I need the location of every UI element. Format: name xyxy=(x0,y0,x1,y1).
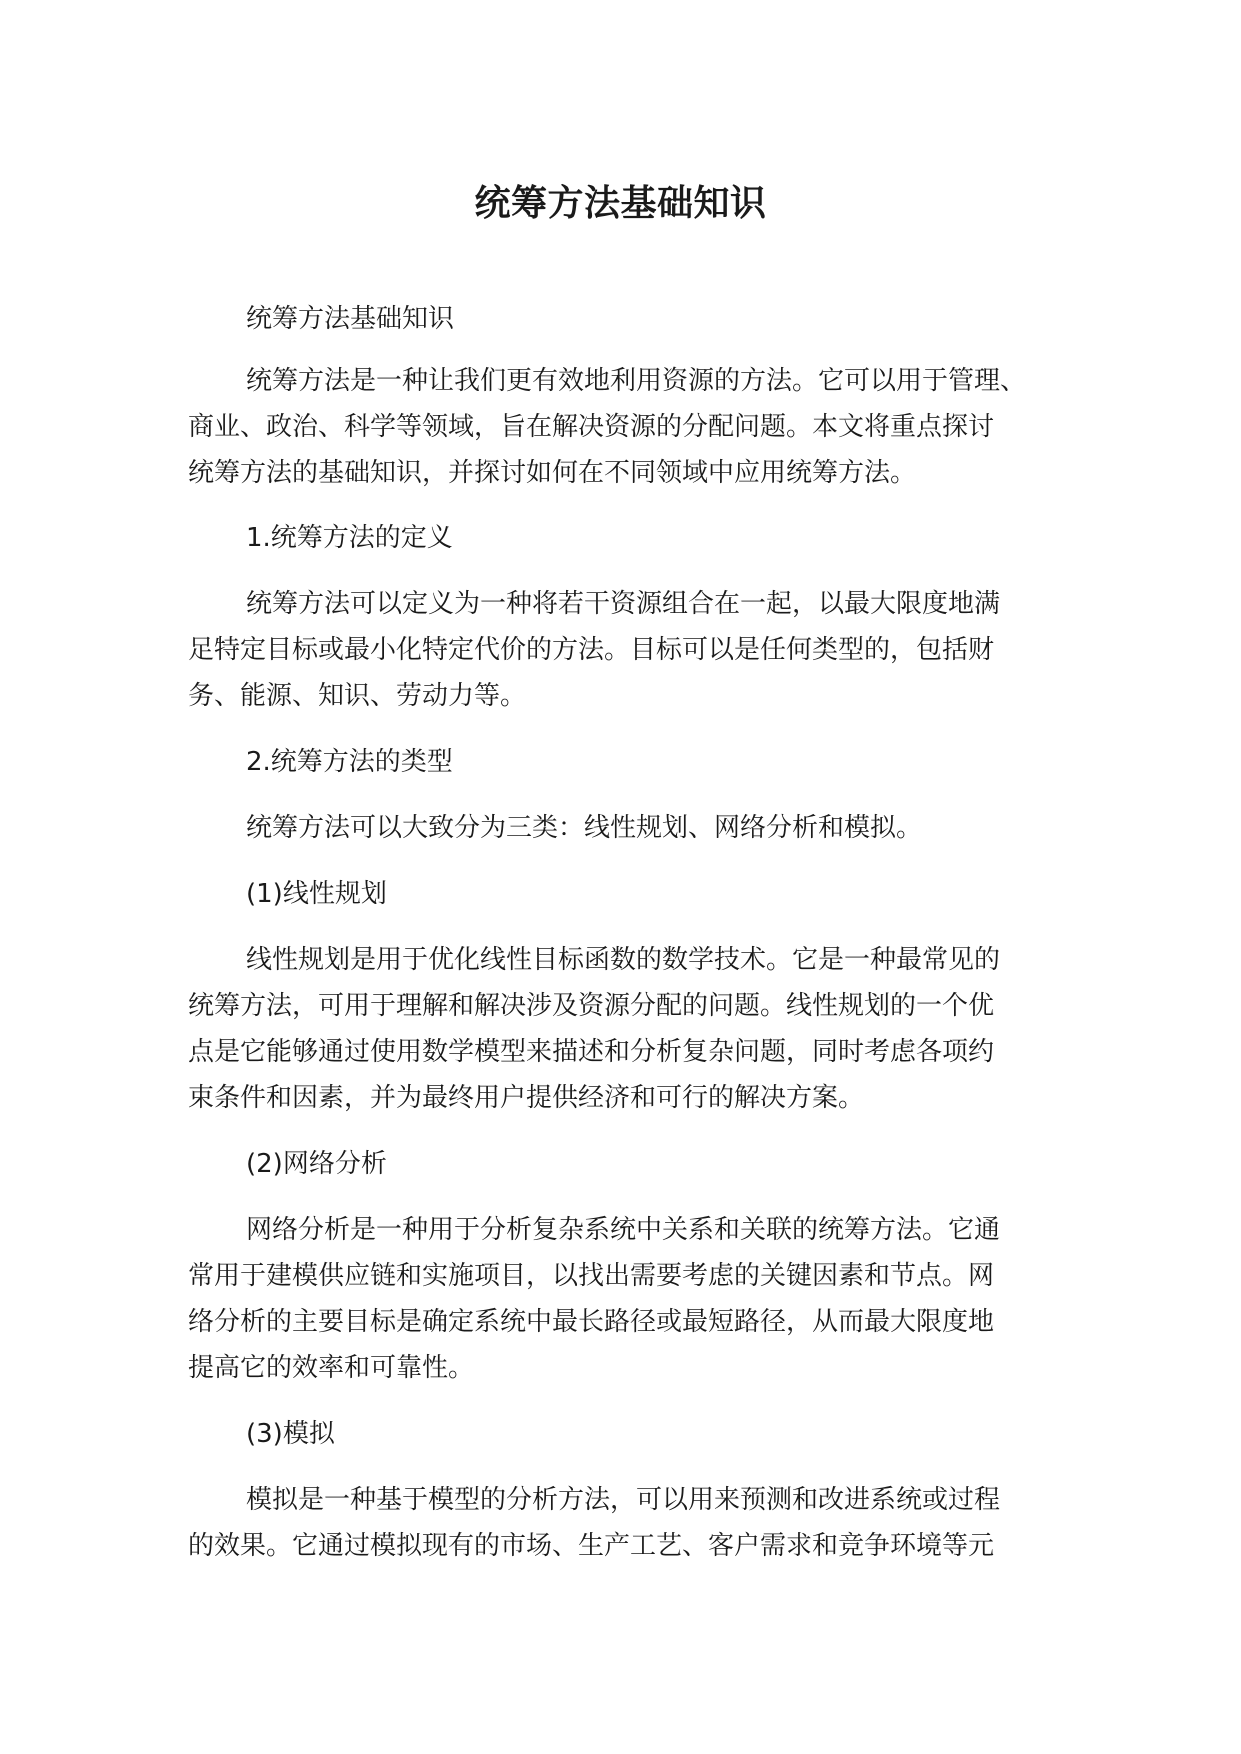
paragraph-line: 的效果。它通过模拟现有的市场、生产工艺、客户需求和竞争环境等元 xyxy=(188,1531,995,1561)
subtitle-line: 统筹方法基础知识 xyxy=(246,304,455,334)
paragraph-line: 点是它能够通过使用数学模型来描述和分析复杂问题，同时考虑各项约 xyxy=(188,1037,995,1067)
paragraph-line: 统筹方法可以定义为一种将若干资源组合在一起，以最大限度地满 xyxy=(246,589,1001,619)
paragraph-line: 统筹方法是一种让我们更有效地利用资源的方法。它可以用于管理、 xyxy=(246,366,1027,396)
section-heading: 1.统筹方法的定义 xyxy=(246,523,453,553)
paragraph-line: 统筹方法，可用于理解和解决涉及资源分配的问题。线性规划的一个优 xyxy=(188,991,995,1021)
subsection-heading: (2)网络分析 xyxy=(246,1149,387,1179)
paragraph-line: 足特定目标或最小化特定代价的方法。目标可以是任何类型的，包括财 xyxy=(188,635,995,665)
paragraph-line: 务、能源、知识、劳动力等。 xyxy=(188,681,527,711)
paragraph-line: 常用于建模供应链和实施项目，以找出需要考虑的关键因素和节点。网 xyxy=(188,1261,995,1291)
paragraph-line: 统筹方法可以大致分为三类：线性规划、网络分析和模拟。 xyxy=(246,813,923,843)
subsection-heading: (1)线性规划 xyxy=(246,879,387,909)
paragraph-line: 络分析的主要目标是确定系统中最长路径或最短路径，从而最大限度地 xyxy=(188,1307,995,1337)
paragraph-line: 商业、政治、科学等领域，旨在解决资源的分配问题。本文将重点探讨 xyxy=(188,412,995,442)
paragraph-line: 束条件和因素，并为最终用户提供经济和可行的解决方案。 xyxy=(188,1083,865,1113)
paragraph-line: 提高它的效率和可靠性。 xyxy=(188,1353,475,1383)
paragraph-line: 模拟是一种基于模型的分析方法，可以用来预测和改进系统或过程 xyxy=(246,1485,1001,1515)
paragraph-line: 统筹方法的基础知识，并探讨如何在不同领域中应用统筹方法。 xyxy=(188,458,917,488)
paragraph-line: 网络分析是一种用于分析复杂系统中关系和关联的统筹方法。它通 xyxy=(246,1215,1001,1245)
page-title: 统筹方法基础知识 xyxy=(474,183,767,224)
paragraph-line: 线性规划是用于优化线性目标函数的数学技术。它是一种最常见的 xyxy=(246,945,1001,975)
subsection-heading: (3)模拟 xyxy=(246,1419,335,1449)
section-heading: 2.统筹方法的类型 xyxy=(246,747,453,777)
